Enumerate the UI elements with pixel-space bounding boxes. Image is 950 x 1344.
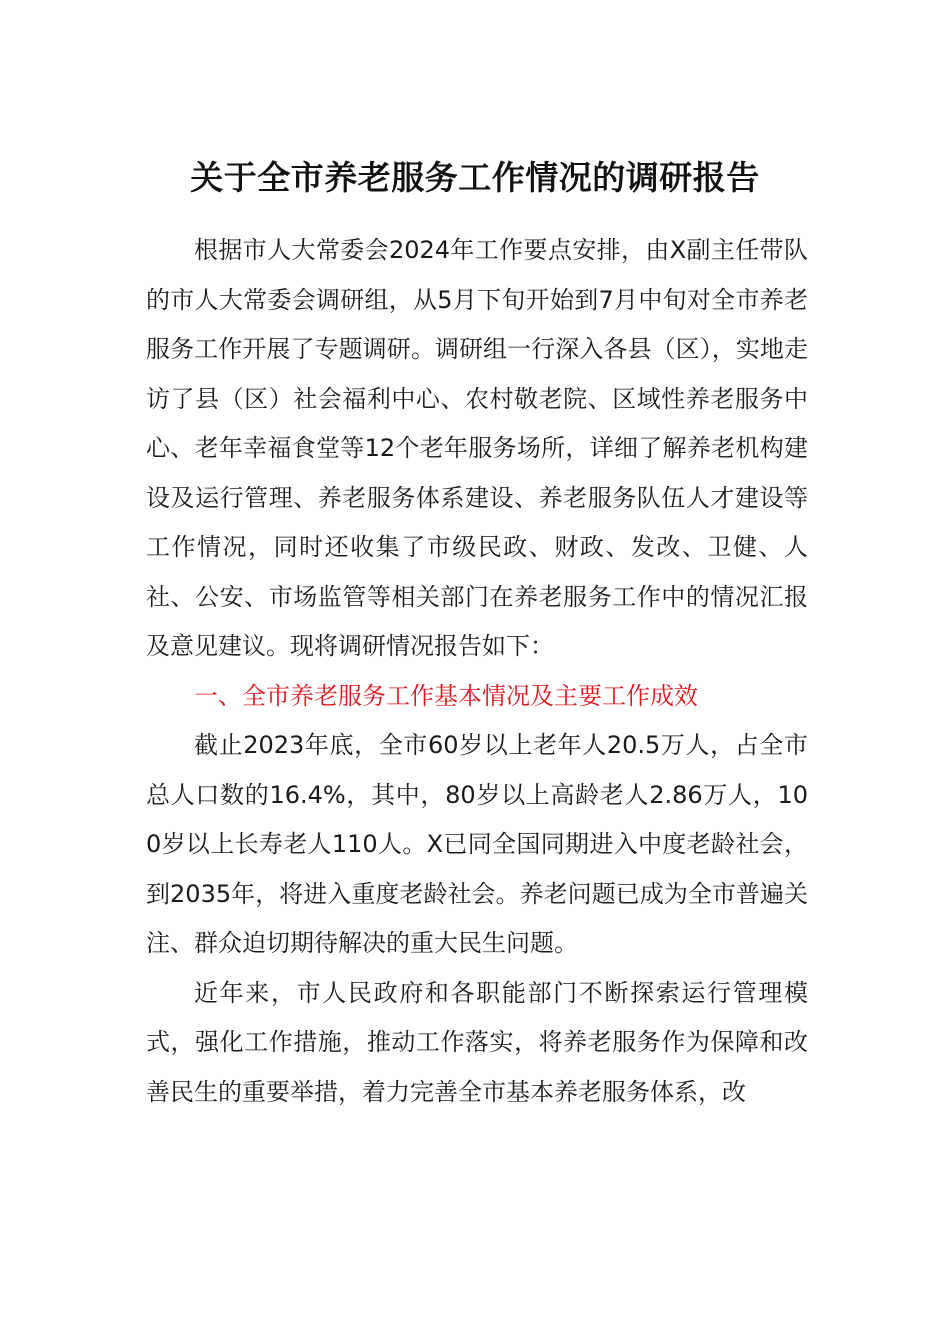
intro-paragraph: 根据市人大常委会2024年工作要点安排，由X副主任带队的市人大常委会调研组，从5月下旬开始到7月中旬对全市养老服务工作开展了专题调研。调研组一行深入各县（区），实地走访了县（区）社会福利中心、农村敬老院、区域性养老服务中心、老年幸福食堂等12个老年服务场所，详细了解养老机构建设及运行管理、养老服务体系建设、养老服务队伍人才建设等工作情况，同时还收集了市级民政、财政、发改、卫健、人社、公安、市场监管等相关部门在养老服务工作中的情况汇报及意见建议。现将调研情况报告如下： [146, 236, 808, 660]
section-heading: 一、全市养老服务工作基本情况及主要工作成效 [194, 681, 698, 710]
document-body [146, 226, 808, 1117]
statistics-paragraph: 截止2023年底，全市60岁以上老年人20.5万人，占全市总人口数的16.4%，其中，80岁以上高龄老人2.86万人，100岁以上长寿老人110人。X已同全国同期进入中度老龄社会，到2035年，将进入重度老龄社会。养老问题已成为全市普遍关注、群众迫切期待解决的重大民生问题。 [146, 731, 808, 957]
document-title: 关于全市养老服务工作情况的调研报告 [190, 158, 760, 197]
measures-paragraph: 近年来，市人民政府和各职能部门不断探索运行管理模式，强化工作措施，推动工作落实，将养老服务作为保障和改善民生的重要举措，着力完善全市基本养老服务体系，改 [146, 978, 808, 1106]
